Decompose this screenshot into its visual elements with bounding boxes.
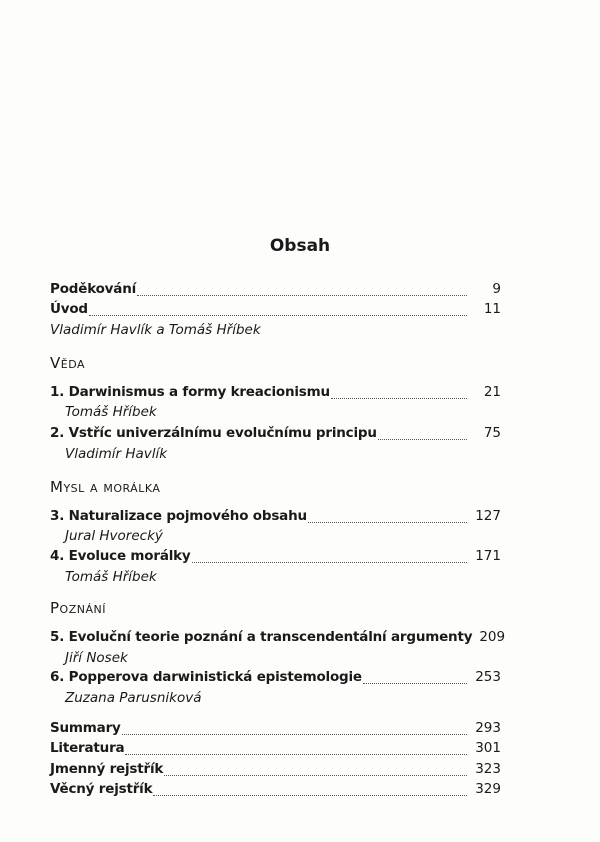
entry-author: Vladimír Havlík [65, 446, 168, 462]
toc-entry[interactable] [50, 384, 501, 404]
page-number: 329 [475, 781, 501, 797]
dot-leader [331, 397, 467, 399]
entry-author: Vladimír Havlík a Tomáš Hříbek [50, 322, 261, 338]
toc-entry[interactable] [50, 669, 501, 689]
entry-label: 3. Naturalizace pojmového obsahu [50, 508, 307, 524]
toc-entry[interactable] [50, 508, 501, 528]
entry-label: 4. Evoluce morálky [50, 548, 191, 564]
toc-entry[interactable] [50, 629, 506, 649]
dot-leader [137, 294, 467, 296]
entry-label: 5. Evoluční teorie poznání a transcendentální argumenty [50, 629, 473, 645]
toc-entry[interactable] [50, 548, 501, 568]
entry-label: 2. Vstříc univerzálnímu evolučnímu principu [50, 425, 377, 441]
toc-entry-summary[interactable] [50, 720, 501, 740]
page-number: 127 [475, 508, 501, 524]
entry-label: Poděkování [50, 281, 137, 297]
dot-leader [192, 561, 467, 563]
page-number: 323 [475, 761, 501, 777]
section-heading: Poznání [50, 599, 106, 617]
section-heading: Mysl a morálka [50, 478, 161, 496]
dot-leader [164, 774, 467, 776]
entry-label: 6. Popperova darwinistická epistemologie [50, 669, 362, 685]
entry-author: Tomáš Hříbek [65, 569, 157, 585]
toc-entry-subject-index[interactable] [50, 781, 501, 801]
entry-author: Jiří Nosek [65, 650, 128, 666]
dot-leader [378, 438, 467, 440]
entry-author: Tomáš Hříbek [65, 404, 157, 420]
section-heading: Věda [50, 354, 86, 372]
entry-label: Literatura [50, 740, 125, 756]
entry-label: Jmenný rejstřík [50, 761, 164, 777]
page-number: 75 [483, 425, 501, 441]
page-title: Obsah [269, 236, 331, 256]
page-number: 11 [483, 301, 501, 317]
page-number: 209 [479, 629, 506, 645]
entry-author: Zuzana Parusniková [65, 690, 202, 706]
dot-leader [125, 753, 467, 755]
entry-label: Summary [50, 720, 121, 736]
entry-author: Jural Hvorecký [65, 528, 163, 544]
page-number: 171 [475, 548, 501, 564]
dot-leader [308, 521, 467, 523]
dot-leader [153, 794, 467, 796]
dot-leader [89, 314, 467, 316]
entry-label: 1. Darwinismus a formy kreacionismu [50, 384, 330, 400]
dot-leader [363, 682, 467, 684]
toc-entry-literature[interactable] [50, 740, 501, 760]
toc-entry-name-index[interactable] [50, 761, 501, 781]
toc-entry-introduction[interactable] [50, 301, 501, 321]
page-number: 9 [492, 281, 501, 297]
page-number: 293 [475, 720, 501, 736]
dot-leader [122, 733, 467, 735]
page-number: 21 [483, 384, 501, 400]
page-number: 301 [475, 740, 501, 756]
entry-label: Úvod [50, 301, 88, 317]
toc-entry[interactable] [50, 425, 501, 445]
page-number: 253 [475, 669, 501, 685]
toc-entry-acknowledgements[interactable] [50, 281, 501, 301]
entry-label: Věcný rejstřík [50, 781, 153, 797]
